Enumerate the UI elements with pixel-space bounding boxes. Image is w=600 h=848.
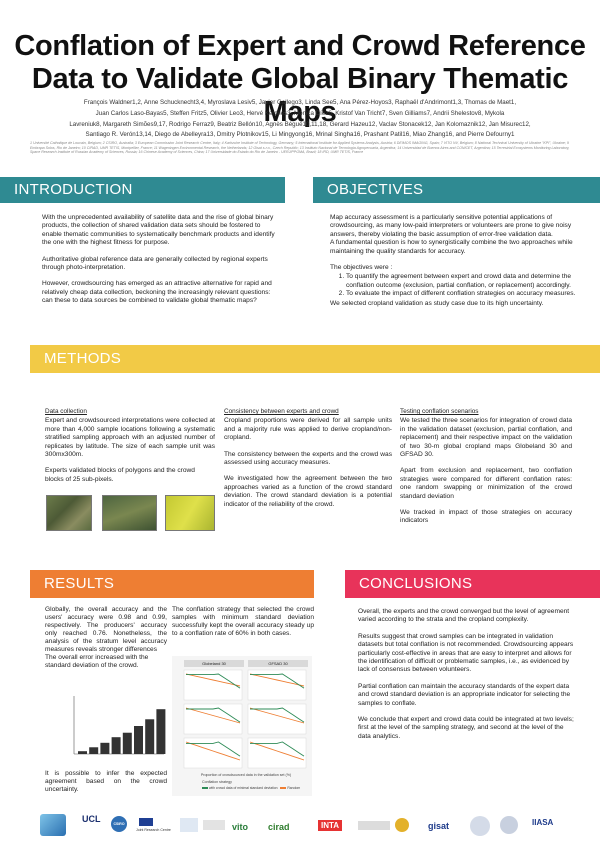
- conclusions-paragraph-2: Results suggest that crowd samples can be integrated in validation datasets but total conflation is not recommended. Crowdsourcing appears particularly cost-effective in areas that are easy to interpret and allows for the identification of difficult or problematic samples, i.e., as evidenced by lack of consensus between volunteers.: [358, 632, 574, 674]
- results-paragraph-4: The conflation strategy that selected the crowd samples with minimum standard deviation successfully kept the overall accuracy steady up to a conflation rate of 60% in both cases.: [172, 606, 314, 637]
- legend: [202, 786, 300, 790]
- introduction-heading: INTRODUCTION: [14, 181, 133, 198]
- intro-paragraph-1: With the unprecedented availability of satellite data and the rise of global binary products, the collection of shared validation data sets should be fostered to enable thematic communities to systematically benchmark products and identify the one with the highest fitness for purpose.: [42, 214, 275, 247]
- objectives-list: [330, 273, 576, 298]
- fp7-logo: [40, 814, 66, 836]
- methods-data-collection: [45, 408, 215, 492]
- intro-paragraph-3: However, crowdsourcing has emerged as an attractive alternative for rapid and relatively cheap data collection, beckoning the increasingly relevant questions: can these to data sources be combined to validate global thematic maps?: [42, 280, 272, 305]
- legend-title: Conflation strategy: [202, 780, 232, 784]
- authors-line-4: Santiago R. Verón13,14, Diego de Abelleyra13, Dmitry Plotnikov15, Li Mingyong16, Mrinal Singha16, Prashant Patil16, Miao Zhang16, and Pierre Defourny1: [85, 131, 515, 139]
- results-left-bottom: [45, 770, 167, 794]
- objectives-header: [313, 177, 600, 203]
- partner-logos: [0, 806, 600, 848]
- consistency-paragraph-3: We investigated how the agreement between the two approaches varied as a function of the crowd standard deviation. The crowd standard deviation is a potential indicator of the reliability of the crowd.: [224, 475, 392, 508]
- methods-testing-scenarios: [400, 408, 572, 534]
- objectives-paragraph-1: Map accuracy assessment is a particularly sensitive potential applications of crowdsourcing, as many low-paid interpreters or volunteers are prone to give noisy answers, thereby violating the basic assumption of error-free validation data.: [330, 214, 572, 238]
- error-bar: [134, 726, 143, 754]
- title-line-2: Data to Validate Global Binary Thematic Maps: [31, 63, 569, 128]
- consistency-paragraph-2: The consistency between the experts and the crowd was assessed using accuracy measures.: [224, 450, 392, 467]
- results-right-column: [172, 606, 314, 638]
- inta-logo: INTA: [318, 820, 342, 831]
- error-bar-chart: [64, 694, 168, 762]
- authors-line-3: Lavreniuk8, Margareth Simões9,17, Rodrigo Ferraz9, Beatriz Bellón10, Agnès Bégué10,11,18, Gerard Hazeu12, Vaclav Stonacek12, Jan Kolomaznik12, Jan Misurec12,: [69, 120, 531, 128]
- error-bar: [89, 747, 98, 754]
- error-bar: [100, 743, 109, 754]
- legend-swatch-orange: [280, 787, 286, 789]
- results-paragraph-3: It is possible to infer the expected agreement based on the crowd uncertainty.: [45, 770, 167, 793]
- conclusions-heading: CONCLUSIONS: [359, 575, 473, 592]
- jrc-logo: Joint Research Centre: [136, 828, 171, 832]
- testing-paragraph-2: Apart from exclusion and replacement, two conflation strategies were compared for different conflation rates: one random swapping or minimization of the crowd standard deviation: [400, 467, 572, 500]
- conflation-figure: [172, 656, 312, 796]
- consistency-paragraph-1: Cropland proportions were derived for all sample units and a majority rule was applied to derive cropland/non-cropland.: [224, 417, 392, 442]
- error-bar: [145, 719, 154, 754]
- results-paragraph-1: Globally, the overall accuracy and the users' accuracy were 0.98 and 0.99, respectively. The producers' accuracy only reached 0.76. Nonetheless, the analysis of the stratum level accuracy measures reveals stronger differences: [45, 606, 167, 653]
- ucl-logo: UCL: [82, 814, 101, 824]
- intro-paragraph-2: Authoritative global reference data are generally collected by regional experts through photo-interpretation.: [42, 255, 268, 272]
- embrapa-logo-icon: [358, 821, 390, 830]
- introduction-header: [0, 177, 285, 203]
- vito-logo: vito: [232, 822, 249, 832]
- objectives-item: 1. To quantify the agreement between expert and crowd data and determine the conflation outcome (exclusion, partial conflation, or replacement) accordingly.: [346, 273, 576, 290]
- error-bar: [123, 733, 132, 754]
- methods-heading: METHODS: [44, 350, 122, 367]
- methods-consistency: [224, 408, 392, 517]
- consistency-title: Consistency between experts and crowd: [224, 408, 339, 415]
- panel-frame: [248, 704, 306, 734]
- title-line-1: Conflation of Expert and Crowd Reference: [14, 30, 586, 62]
- results-left-column: [45, 606, 167, 678]
- iiasa-mark-icon: [180, 818, 198, 832]
- error-bar: [156, 709, 165, 754]
- methods-header: [30, 345, 600, 373]
- conflation-panels: [182, 668, 310, 772]
- satellite-image-3: [165, 495, 215, 531]
- authors-line-1: François Waldner1,2, Anne Schucknecht3,4, Myroslava Lesiv5, Javier Gallego3, Linda See5, Ana Pérez-Hoyos3, Raphaël d'Andrimont1,3, Thomas de Maet1,: [83, 99, 517, 106]
- objectives-item: 2. To evaluate the impact of different conflation strategies on accuracy measures.: [346, 290, 576, 298]
- iiasa-logo: IIASA: [532, 818, 554, 827]
- data-collection-paragraph-1: Expert and crowdsourced interpretations were collected at more than 4,000 sample locations following a systematic stratified sampling approach with an adjusted number of replicates by latitude. The size of each sample unit was 300mx300m.: [45, 417, 215, 459]
- affiliations: 1 Université Catholique de Louvain, Belgium; 2 CSIRO, Australia; 3 European Commission Joint Research Centre, Italy; 4 Karlsruhe Institute of Technology, Germany; 5 International Institute for Applied Systems Analysis, Austria; 6 DEIMOS IMAGING, Spain; 7 VITO NV, Belgium; 8 National Technical University of Ukraine "KPI", Ukraine; 9 Embrapa Solos, Rio de Janeiro; 10 CIRAD, UMR TETIS, Montpellier, France; 11 Wageningen Environmental Research, the Netherlands; 12 Gisat s.r.o., Czech Republic; 13 Instituto Nacional de Tecnología Agropecuaria, Argentina; 14 Universidad de Buenos Aires and CONICET, Argentina; 15 Terrestrial Ecosystems Monitoring Laboratory, Space Research Institute of Russian Academy of Sciences, Russia; 16 Chinese Academy of Sciences, China; 17 Universidade do Estado do Rio de Janeiro - UERJ/PPGMA, Brazil; 18 IRD, UMR TETIS, France: [30, 141, 570, 155]
- conclusions-header: [345, 570, 600, 598]
- rias-logo-icon: [395, 818, 409, 832]
- conclusions-paragraph-1: Overall, the experts and the crowd converged but the level of agreement varied according to the strata and the cropland complexity.: [358, 608, 570, 624]
- objectives-paragraph-3: The objectives were :: [330, 264, 393, 272]
- legend-item-1: with crowd data of minimal standard deviation: [208, 786, 278, 790]
- satellite-image-2: [102, 495, 157, 531]
- legend-swatch-green: [202, 787, 208, 789]
- eu-flag-icon: [139, 818, 153, 826]
- panel-x-axis-label: Proportion of crowdsourced data in the validation set (%): [200, 773, 292, 777]
- legend-item-2: Random: [287, 786, 301, 790]
- panel-frame: [184, 704, 242, 734]
- testing-paragraph-3: We tracked in impact of those strategies on accuracy indicators: [400, 509, 572, 525]
- conclusions-paragraph-3: Partial conflation can maintain the accuracy standards of the expert data and crowd standard deviation is an appropriate indicator for selecting the samples to conflate.: [358, 682, 571, 707]
- objectives-body: [330, 214, 576, 308]
- testing-paragraph-1: We tested the three scenarios for integration of crowd data in the validation dataset (exclusion, partial conflation, and replacement) and their respective impact on the validation of two 30-m global cropland maps Globeland 30 and GFSAD 30.: [400, 417, 572, 459]
- panel-title-left: Globeland 30: [184, 660, 244, 667]
- iki-logo-icon: [470, 816, 490, 836]
- panel-frame: [248, 738, 306, 768]
- error-bar: [112, 737, 121, 754]
- authors-line-2: Juan Carlos Laso-Bayas5, Steffen Fritz5, Olivier Leo3, Hervé Kerdiles3, Mónica Díez6, Kristof Van Tricht7, Sven Gilliams7, Andrii Shelestov8, Mykola: [95, 109, 505, 117]
- testing-title: Testing conflation scenarios: [400, 408, 479, 415]
- data-collection-title: Data collection: [45, 408, 87, 415]
- csiro-logo: CSIRO: [111, 816, 127, 832]
- cirad-logo: cirad: [268, 822, 290, 832]
- objectives-paragraph-2: A fundamental question is how to synergistically combine the two approaches while maintaining the quality standards for accuracy.: [330, 239, 573, 255]
- cas-logo-icon: [500, 816, 518, 834]
- satellite-image-1: [46, 495, 92, 531]
- objectives-paragraph-4: We selected cropland validation as study case due to its high uncertainty.: [330, 299, 544, 307]
- data-collection-paragraph-2: Experts validated blocks of polygons and the crowd blocks of 25 sub-pixels.: [45, 467, 195, 483]
- error-bar: [78, 751, 87, 754]
- objectives-heading: OBJECTIVES: [327, 181, 424, 198]
- panel-frame: [184, 738, 242, 768]
- gisat-logo: gisat: [428, 821, 450, 831]
- bar-group: [78, 709, 165, 754]
- partner-logo-text-icon: [203, 820, 225, 830]
- results-header: [30, 570, 314, 598]
- results-heading: RESULTS: [44, 575, 115, 592]
- author-list: [60, 98, 540, 141]
- introduction-body: [42, 214, 282, 314]
- conclusions-paragraph-4: We conclude that expert and crowd data could be integrated at two levels; first at the level of the sampling strategy, and second at the level of the data analytics.: [358, 716, 574, 740]
- conclusions-body: [358, 608, 576, 749]
- results-paragraph-2: The overall error increased with the standard deviation of the crowd.: [45, 654, 149, 669]
- panel-title-right: GFSAD 30: [248, 660, 308, 667]
